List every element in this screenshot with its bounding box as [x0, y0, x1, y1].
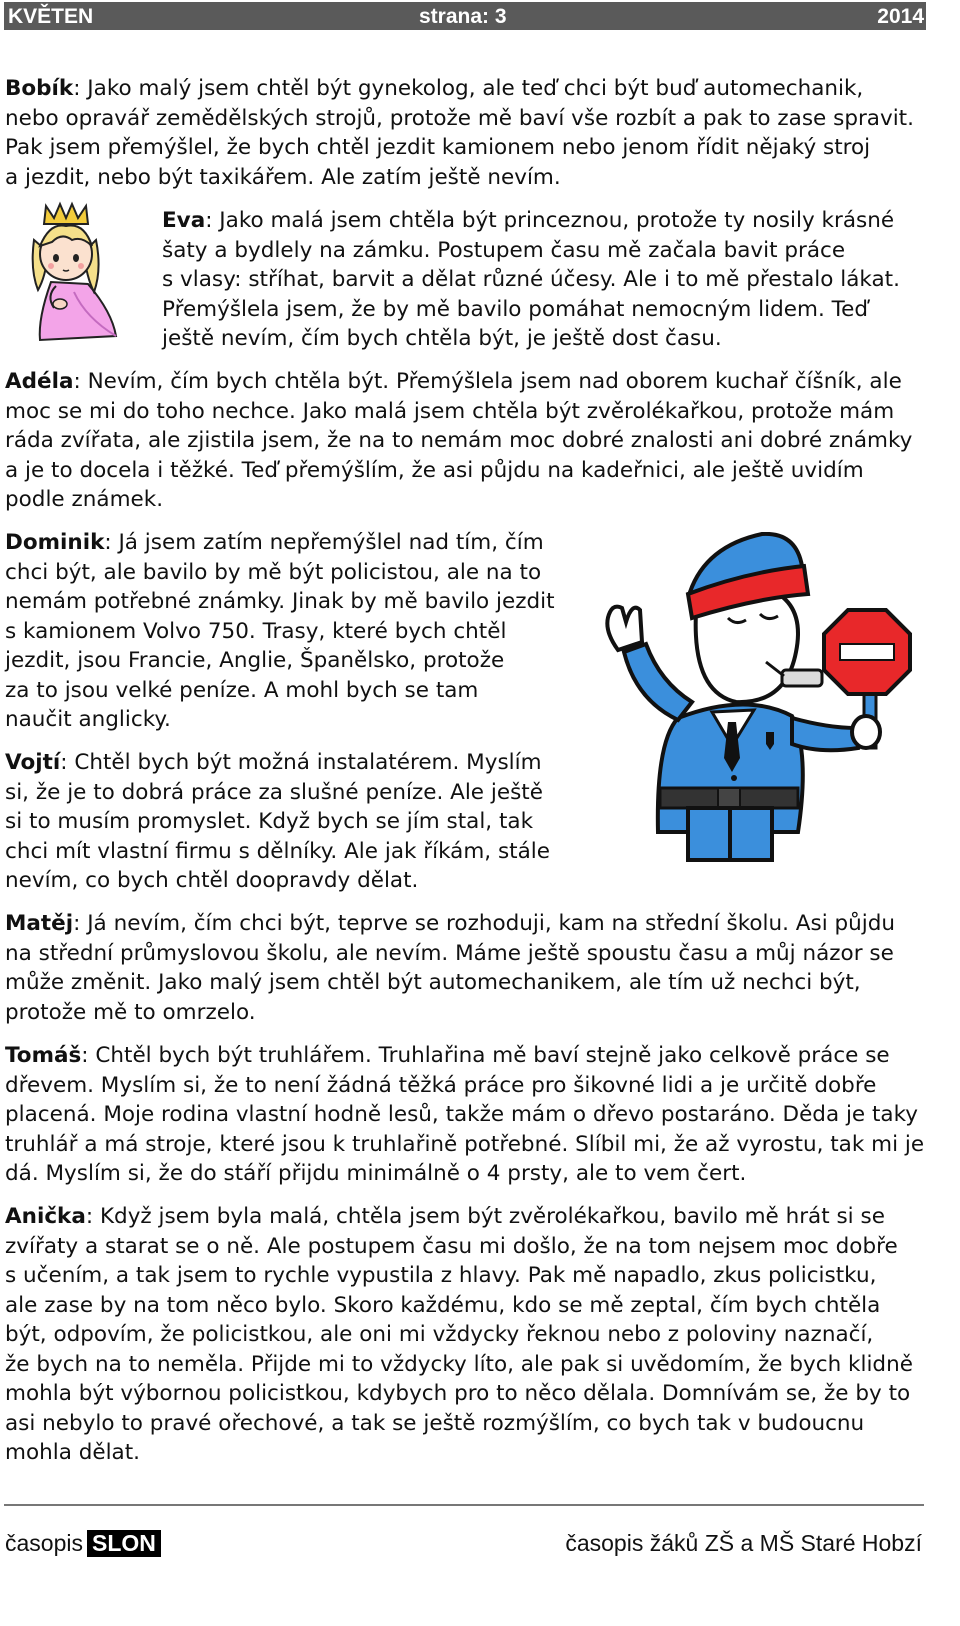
paragraph-adela: Adéla: Nevím, čím bych chtěla být. Přemýšlela jsem nad oborem kuchař číšník, ale moc se mi do toho nechce. Jako malá jsem chtěla být zvěrolékařkou, protože mám ráda zvířata, ale zjistila jsem, že na to nemám moc dobré znalosti ani dobré známky a je to docela i těžké. Teď přemýšlím, že asi půjdu na kadeřnici, ale ještě uvidím podle známek. — [5, 369, 913, 512]
author-name: Matěj — [5, 911, 74, 936]
author-name: Dominik — [5, 530, 105, 555]
header-year: 2014 — [877, 5, 924, 28]
author-name: Vojtí — [5, 750, 61, 775]
paragraph-anicka: Anička: Když jsem byla malá, chtěla jsem být zvěrolékařkou, bavilo mě hrát si se zvířaty a starat se o ně. Ale postupem času mi došlo, že na tom nejsem moc dobře s učením, a tak jsem to rychle vypustila z hlavy. Pak mě napadlo, zkus policistku, ale zase by na tom něco bylo. Skoro každému, kdo se mě zeptal, čím bych chtěla být, odpovím, že policistkou, ale oni mi vždycky řeknou nebo z poloviny naznačí, že bych na to neměla. Přijde mi to vždycky líto, ale pak si uvědomím, že bych klidně mohla být výbornou policistkou, kdybych pro to něco dělala. Domnívám se, že by to asi nebylo to pravé ořechové, a tak se ještě rozmýšlím, co bych tak v budoucnu mohla dělat. — [5, 1204, 913, 1465]
footer-magazine-prefix: časopis — [5, 1530, 83, 1556]
paragraph-tomas: Tomáš: Chtěl bych být truhlářem. Truhlařina mě baví stejně jako celkově práce se dřevem. Myslím si, že to není žádná těžká práce pro šikovné lidi a je určitě dobře placená. Moje rodina vlastní hodně lesů, takže mám o dřevo postaráno. Děda je taky truhlář a má stroje, které jsou k truhlařině potřebné. Slíbil mi, že až vyrostu, tak mi je dá. Myslím si, že do stáří přijdu minimálně o 4 prsty, ale to vem čert. — [5, 1043, 925, 1186]
author-name: Bobík — [5, 76, 74, 101]
footer-school: časopis žáků ZŠ a MŠ Staré Hobzí — [565, 1530, 922, 1556]
author-name: Anička — [5, 1204, 86, 1229]
magazine-logo: SLON — [87, 1530, 161, 1557]
paragraph-matej: Matěj: Já nevím, čím chci být, teprve se rozhoduji, kam na střední školu. Asi půjdu na střední průmyslovou školu, ale nevím. Máme ještě spoustu času a můj názor se může změnit. Jako malý jsem chtěl být automechanikem, ale tím už nechci být, protože mě to omrzelo. — [5, 911, 896, 1025]
footer-magazine — [5, 1530, 161, 1557]
header-page-number: strana: 3 — [419, 5, 507, 28]
footer-divider — [4, 1504, 924, 1506]
header-month: KVĚTEN — [8, 5, 94, 28]
paragraph-eva: Eva: Jako malá jsem chtěla být princeznou, protože ty nosily krásné šaty a bydlely na zámku. Postupem času mě začala bavit práce s vlasy: stříhat, barvit a dělat různé účesy. Ale i to mě přestalo lákat. Přemýšlela jsem, že by mě bavilo pomáhat nemocným lidem. Teď ještě nevím, čím bych chtěla být, je ještě dost času. — [162, 208, 900, 351]
policeman-illustration — [596, 532, 912, 870]
princess-illustration — [16, 200, 126, 344]
paragraph-bobik: Bobík: Jako malý jsem chtěl být gynekolog, ale teď chci být buď automechanik, nebo opravář zemědělských strojů, protože mě baví vše rozbít a pak to zase spravit. Pak jsem přemýšlel, že bych chtěl jezdit kamionem nebo jenom řídit nějaký stroj a jezdit, nebo být taxikářem. Ale zatím ještě nevím. — [5, 76, 914, 190]
author-name: Adéla — [5, 369, 74, 394]
paragraph-vojti: Vojtí: Chtěl bych být možná instalatérem. Myslím si, že je to dobrá práce za slušné peníze. Ale ještě si to musím promyslet. Když bych se jím stal, tak chci mít vlastní firmu s dělníky. Ale jak říkám, stále nevím, co bych chtěl doopravdy dělat. — [5, 750, 550, 893]
paragraph-dominik: Dominik: Já jsem zatím nepřemýšlel nad tím, čím chci být, ale bavilo by mě být policistou, ale na to nemám potřebné známky. Jinak by mě bavilo jezdit s kamionem Volvo 750. Trasy, které bych chtěl jezdit, jsou Francie, Anglie, Španělsko, protože za to jsou velké peníze. A mohl bych se tam naučit anglicky. — [5, 530, 555, 732]
author-name: Eva — [162, 208, 206, 233]
page-header — [4, 2, 926, 30]
author-name: Tomáš — [5, 1043, 82, 1068]
